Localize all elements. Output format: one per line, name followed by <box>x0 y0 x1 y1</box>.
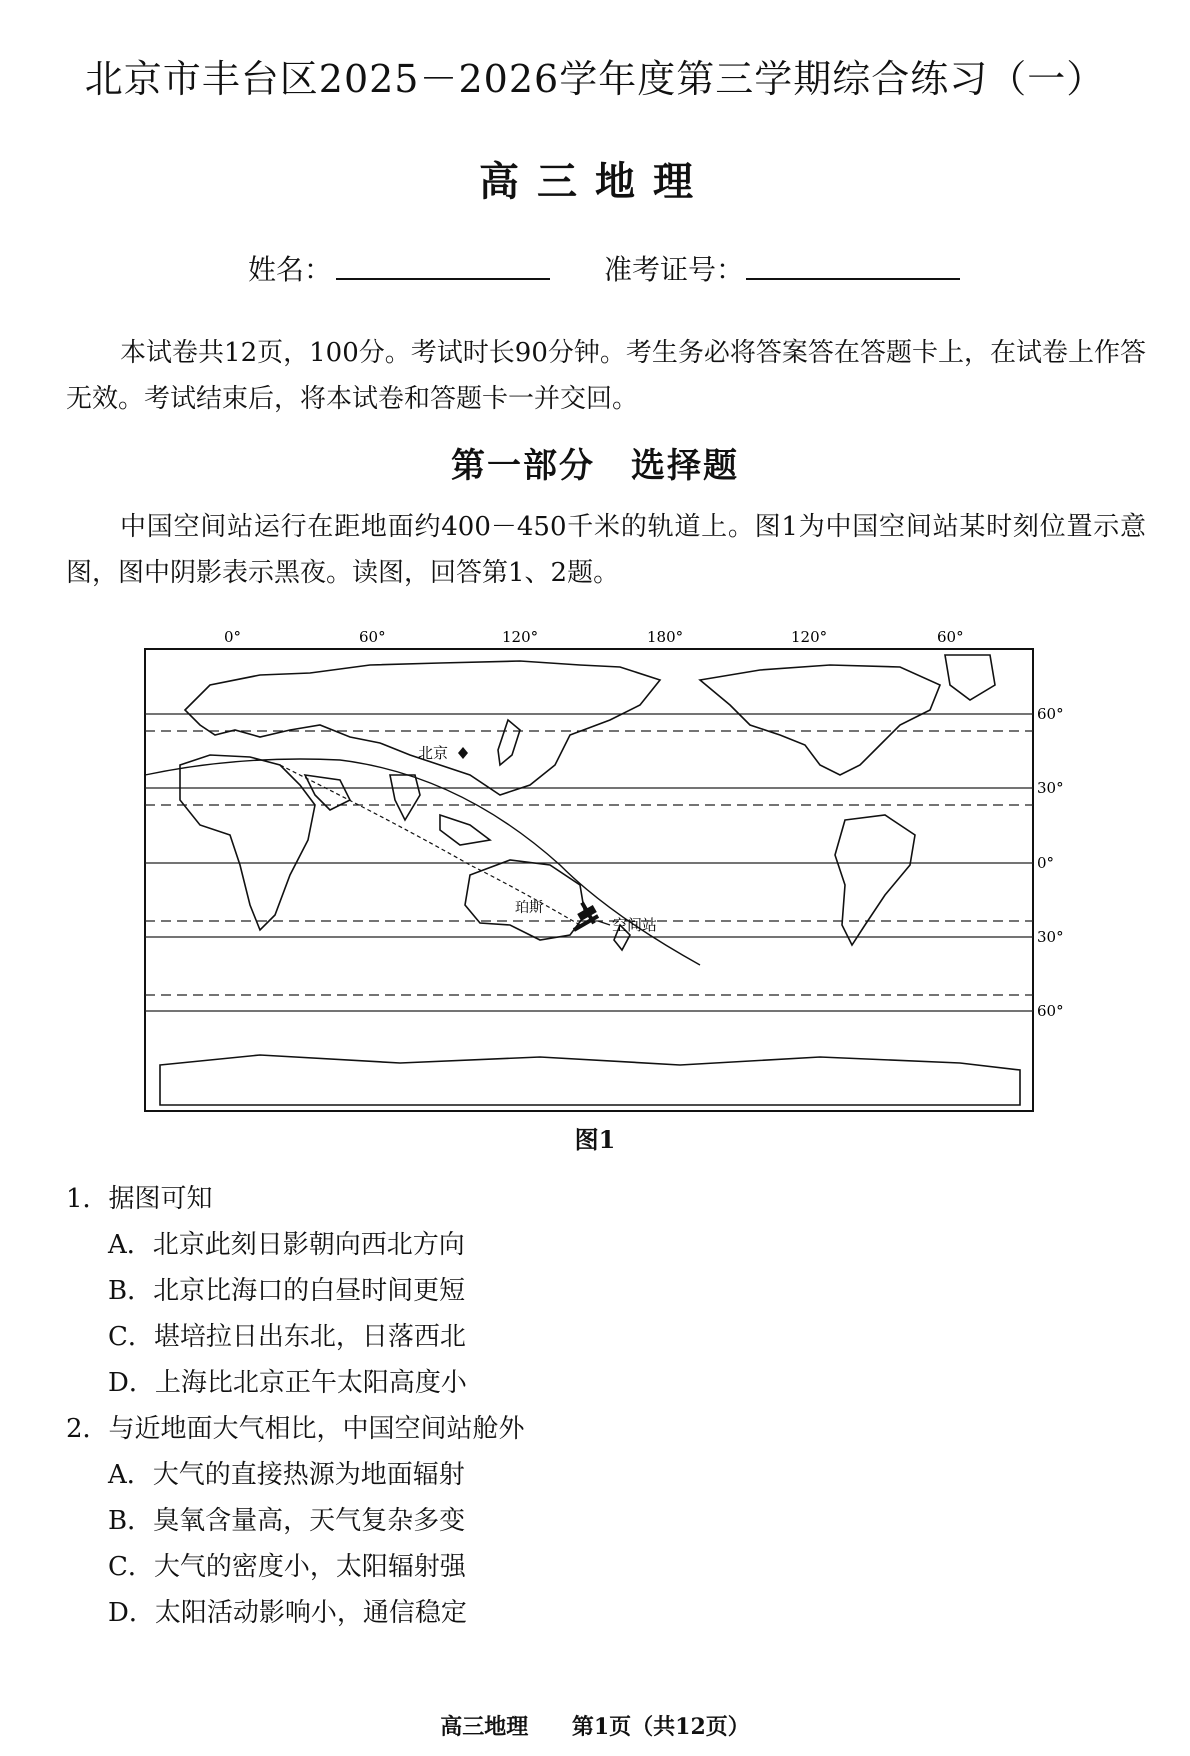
right-label-3: 30° <box>1037 928 1064 946</box>
question-2-option-b[interactable]: B．臭氧含量高，天气复杂多变 <box>108 1506 466 1536</box>
graticule <box>145 714 1033 1011</box>
footer-page-number: 第1页（共12页） <box>571 1714 750 1740</box>
right-label-0: 60° <box>1037 705 1064 723</box>
name-label: 姓名： <box>248 253 333 286</box>
top-label-3: 180° <box>647 628 684 646</box>
india-outline <box>390 775 420 820</box>
question-2-option-a[interactable]: A．大气的直接热源为地面辐射 <box>108 1460 465 1490</box>
world-map-figure <box>140 625 1064 1115</box>
map-frame <box>145 649 1033 1111</box>
top-label-4: 120° <box>791 628 828 646</box>
question-1-option-b[interactable]: B．北京比海口的白昼时间更短 <box>108 1276 466 1306</box>
top-label-2: 120° <box>502 628 539 646</box>
antarctica-outline <box>160 1055 1020 1105</box>
footer-subject: 高三地理 <box>440 1714 529 1740</box>
question-intro: 中国空间站运行在距地面约400－450千米的轨道上。图1为中国空间站某时刻位置示意图，图中阴影表示黑夜。读图，回答第1、2题。 <box>66 512 1146 588</box>
station-label: 空间站 <box>612 916 658 934</box>
question-1-option-c[interactable]: C．堪培拉日出东北，日落西北 <box>108 1322 466 1352</box>
top-label-1: 60° <box>359 628 386 646</box>
name-field[interactable] <box>336 248 550 280</box>
question-1-option-d[interactable]: D．上海比北京正午太阳高度小 <box>108 1368 467 1398</box>
eurasia-outline <box>185 661 660 795</box>
japan-outline <box>498 720 520 765</box>
sea-islands-outline <box>440 815 490 845</box>
continent-outlines <box>160 655 1020 1105</box>
exam-id-label: 准考证号： <box>604 253 745 286</box>
question-2-option-c[interactable]: C．大气的密度小，太阳辐射强 <box>108 1552 466 1582</box>
question-2-stem: 2．与近地面大气相比，中国空间站舱外 <box>66 1414 525 1444</box>
australia-label: 珀斯 <box>515 900 543 916</box>
top-label-0: 0° <box>224 628 242 646</box>
question-1-stem: 1．据图可知 <box>66 1184 213 1214</box>
subject-title: 高三地理 <box>479 158 711 205</box>
space-station-icon <box>573 902 599 932</box>
beijing-label: 北京 <box>418 744 449 762</box>
right-label-2: 0° <box>1037 854 1055 872</box>
right-label-1: 30° <box>1037 779 1064 797</box>
question-1-option-a[interactable]: A．北京此刻日影朝向西北方向 <box>108 1230 465 1260</box>
north-america-outline <box>700 665 940 775</box>
beijing-marker <box>458 747 468 759</box>
section-title: 第一部分 选择题 <box>451 446 739 486</box>
africa-outline <box>180 755 315 930</box>
exam-id-field[interactable] <box>746 248 960 280</box>
right-label-4: 60° <box>1037 1002 1064 1020</box>
south-america-outline <box>835 815 915 945</box>
instructions-paragraph: 本试卷共12页，100分。考试时长90分钟。考生务必将答案答在答题卡上，在试卷上作答无效。考试结束后，将本试卷和答题卡一并交回。 <box>66 338 1146 414</box>
page-footer <box>0 1710 1190 1741</box>
exam-title: 北京市丰台区2025－2026学年度第三学期综合练习（一） <box>84 57 1106 101</box>
question-2-option-d[interactable]: D．太阳活动影响小，通信稳定 <box>108 1598 467 1628</box>
figure-caption: 图1 <box>574 1125 616 1154</box>
greenland-outline <box>945 655 995 700</box>
top-label-5: 60° <box>937 628 964 646</box>
